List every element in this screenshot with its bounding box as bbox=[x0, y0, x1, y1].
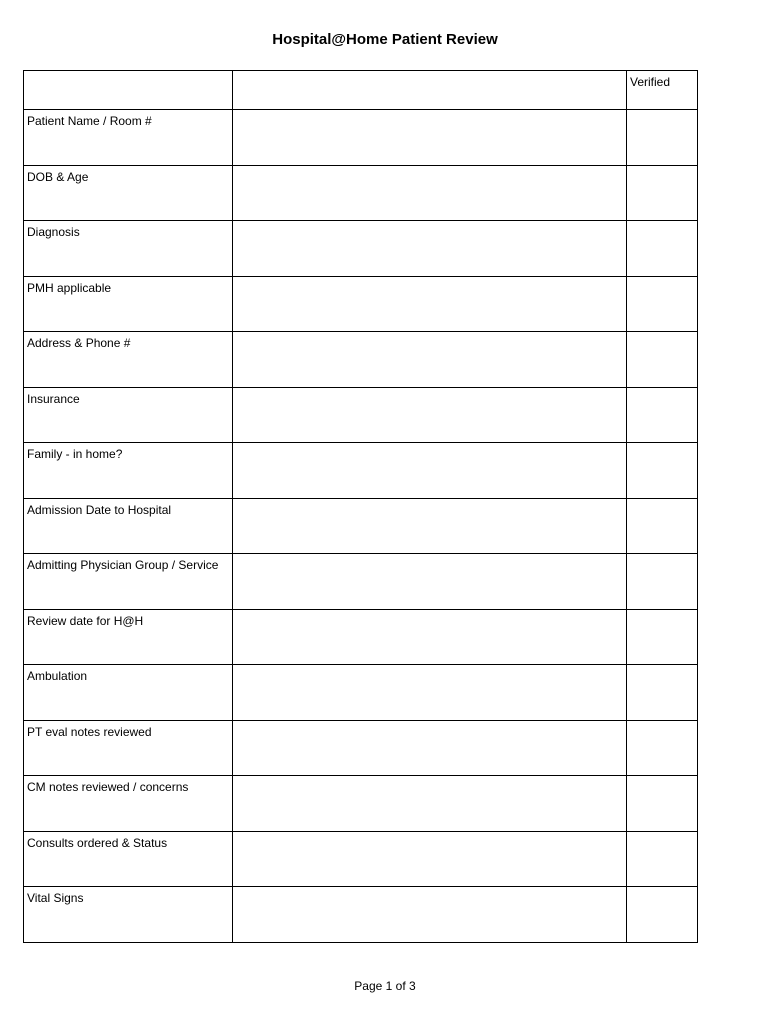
table-row bbox=[24, 165, 698, 221]
field-value-cell[interactable] bbox=[233, 276, 627, 332]
field-value-cell[interactable] bbox=[233, 720, 627, 776]
field-value-cell[interactable] bbox=[233, 165, 627, 221]
field-value-cell[interactable] bbox=[233, 776, 627, 832]
field-value-cell[interactable] bbox=[233, 443, 627, 499]
field-label: DOB & Age bbox=[27, 169, 89, 184]
field-label-cell bbox=[24, 332, 233, 388]
field-value-cell[interactable] bbox=[233, 387, 627, 443]
verified-cell[interactable] bbox=[627, 221, 698, 277]
table-row bbox=[24, 554, 698, 610]
verified-cell[interactable] bbox=[627, 665, 698, 721]
field-label-cell bbox=[24, 165, 233, 221]
field-label-cell bbox=[24, 554, 233, 610]
verified-cell[interactable] bbox=[627, 720, 698, 776]
table-row bbox=[24, 609, 698, 665]
field-label-cell bbox=[24, 498, 233, 554]
field-label: Consults ordered & Status bbox=[27, 835, 168, 850]
verified-header: Verified bbox=[630, 75, 671, 89]
table-row bbox=[24, 665, 698, 721]
field-label: Review date for H@H bbox=[27, 613, 144, 628]
field-label-cell bbox=[24, 665, 233, 721]
field-label: PT eval notes reviewed bbox=[27, 724, 152, 739]
field-value-cell[interactable] bbox=[233, 554, 627, 610]
table-row bbox=[24, 720, 698, 776]
table-row bbox=[24, 110, 698, 166]
field-label-cell bbox=[24, 387, 233, 443]
field-label-cell bbox=[24, 831, 233, 887]
field-label-cell bbox=[24, 609, 233, 665]
field-label: Admission Date to Hospital bbox=[27, 502, 172, 517]
header-label-cell bbox=[24, 71, 233, 110]
field-value-cell[interactable] bbox=[233, 665, 627, 721]
field-label: Family - in home? bbox=[27, 447, 123, 461]
table-row bbox=[24, 498, 698, 554]
table-row bbox=[24, 776, 698, 832]
table-row bbox=[24, 887, 698, 943]
field-label: PMH applicable bbox=[27, 280, 112, 295]
patient-review-table bbox=[23, 70, 698, 943]
verified-cell[interactable] bbox=[627, 554, 698, 610]
field-label: Address & Phone # bbox=[27, 336, 131, 350]
field-label-cell bbox=[24, 110, 233, 166]
field-value-cell[interactable] bbox=[233, 831, 627, 887]
field-value-cell[interactable] bbox=[233, 887, 627, 943]
field-value-cell[interactable] bbox=[233, 332, 627, 388]
verified-cell[interactable] bbox=[627, 887, 698, 943]
field-label-cell bbox=[24, 887, 233, 943]
verified-cell[interactable] bbox=[627, 609, 698, 665]
field-value-cell[interactable] bbox=[233, 221, 627, 277]
verified-cell[interactable] bbox=[627, 498, 698, 554]
field-value-cell[interactable] bbox=[233, 110, 627, 166]
field-label-cell bbox=[24, 221, 233, 277]
field-label: Vital Signs bbox=[27, 891, 84, 905]
header-value-cell bbox=[233, 71, 627, 110]
verified-cell[interactable] bbox=[627, 776, 698, 832]
verified-header-cell bbox=[627, 71, 698, 110]
field-label-cell bbox=[24, 720, 233, 776]
verified-cell[interactable] bbox=[627, 831, 698, 887]
table-row bbox=[24, 332, 698, 388]
page-title: Hospital@Home Patient Review bbox=[272, 31, 498, 48]
field-value-cell[interactable] bbox=[233, 498, 627, 554]
table-row bbox=[24, 221, 698, 277]
field-label-cell bbox=[24, 276, 233, 332]
verified-cell[interactable] bbox=[627, 165, 698, 221]
table-row bbox=[24, 276, 698, 332]
table-row bbox=[24, 387, 698, 443]
field-label: Insurance bbox=[27, 391, 80, 406]
table-header-row bbox=[24, 71, 698, 110]
verified-cell[interactable] bbox=[627, 387, 698, 443]
page-number: Page 1 of 3 bbox=[354, 979, 416, 993]
verified-cell[interactable] bbox=[627, 110, 698, 166]
table-row bbox=[24, 831, 698, 887]
field-label-cell bbox=[24, 443, 233, 499]
field-label-cell bbox=[24, 776, 233, 832]
verified-cell[interactable] bbox=[627, 332, 698, 388]
verified-cell[interactable] bbox=[627, 443, 698, 499]
field-value-cell[interactable] bbox=[233, 609, 627, 665]
verified-cell[interactable] bbox=[627, 276, 698, 332]
field-label: Ambulation bbox=[27, 669, 88, 683]
field-label: CM notes reviewed / concerns bbox=[27, 780, 189, 794]
field-label: Patient Name / Room # bbox=[27, 114, 152, 128]
field-label: Admitting Physician Group / Service bbox=[27, 558, 219, 572]
field-label: Diagnosis bbox=[27, 225, 80, 239]
table-row bbox=[24, 443, 698, 499]
